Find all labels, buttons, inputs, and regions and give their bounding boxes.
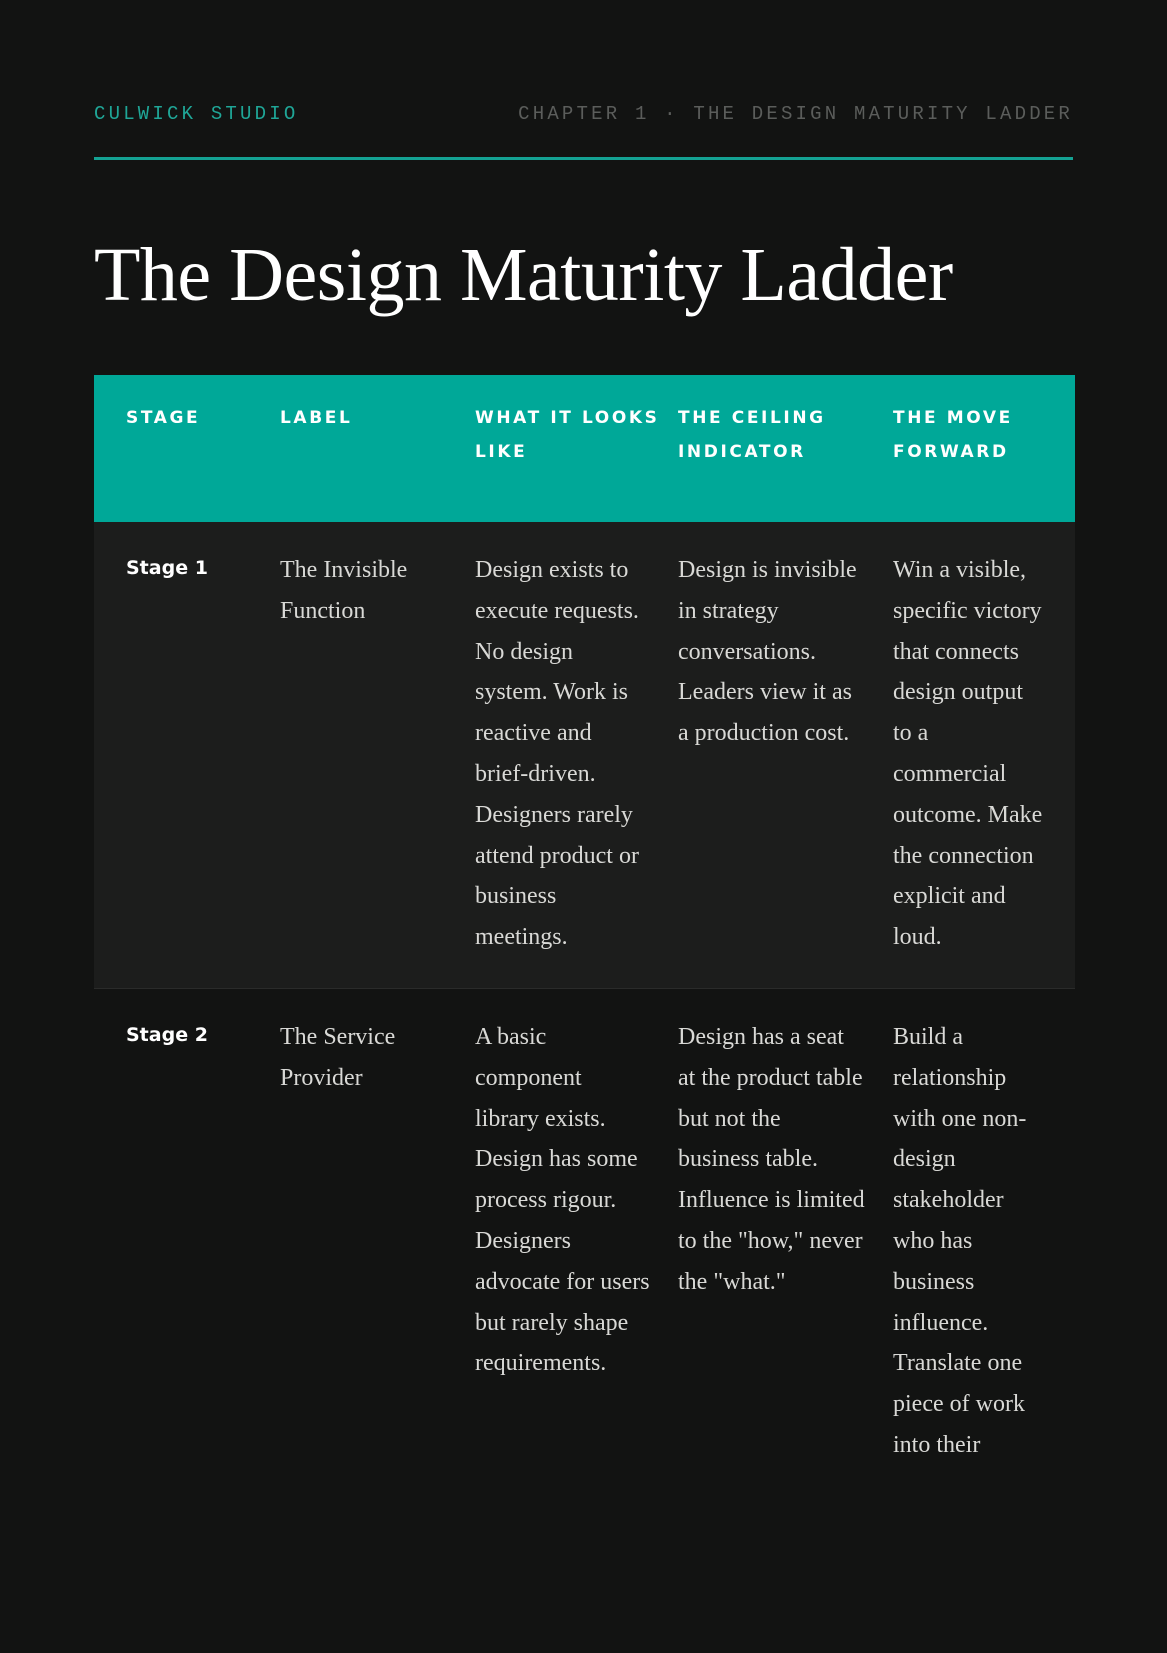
studio-name: CULWICK STUDIO	[94, 103, 299, 125]
column-header-label: LABEL	[280, 375, 475, 522]
move-cell: Win a visible, specific victory that connects design output to a commercial outcome. Make the connection explicit and loud.	[893, 522, 1075, 988]
column-header-stage: STAGE	[94, 375, 280, 522]
running-header	[94, 103, 1073, 125]
move-cell: Build a relationship with one non-design stakeholder who has business influence. Translate one piece of work into their	[893, 1023, 1027, 1458]
column-header-ceiling: THE CEILING INDICATOR	[678, 375, 893, 522]
chapter-label: CHAPTER 1 · THE DESIGN MATURITY LADDER	[518, 103, 1073, 125]
table-row	[94, 988, 1075, 1495]
ceiling-cell: Design is invisible in strategy conversations. Leaders view it as a production cost.	[678, 522, 893, 988]
maturity-table	[94, 375, 1075, 1496]
stage-cell: Stage 2	[126, 1023, 208, 1046]
ceiling-cell: Design has a seat at the product table but not the business table. Influence is limited to the "how," never the "what."	[678, 1023, 865, 1295]
looks-like-cell: Design exists to execute requests. No design system. Work is reactive and brief-driven. Designers rarely attend product or business meetings.	[475, 522, 678, 988]
stage-cell: Stage 1	[94, 522, 280, 988]
column-header-looks-like: WHAT IT LOOKS LIKE	[475, 375, 678, 522]
header-divider	[94, 157, 1073, 160]
page-title: The Design Maturity Ladder	[94, 233, 953, 317]
table-header-row	[94, 375, 1075, 522]
label-cell: The Service Provider	[280, 1023, 396, 1091]
label-cell: The Invisible Function	[280, 522, 475, 988]
column-header-move: THE MOVE FORWARD	[893, 375, 1075, 522]
looks-like-cell: A basic component library exists. Design has some process rigour. Designers advocate for users but rarely shape requirements.	[475, 1023, 650, 1377]
table-row	[94, 522, 1075, 988]
